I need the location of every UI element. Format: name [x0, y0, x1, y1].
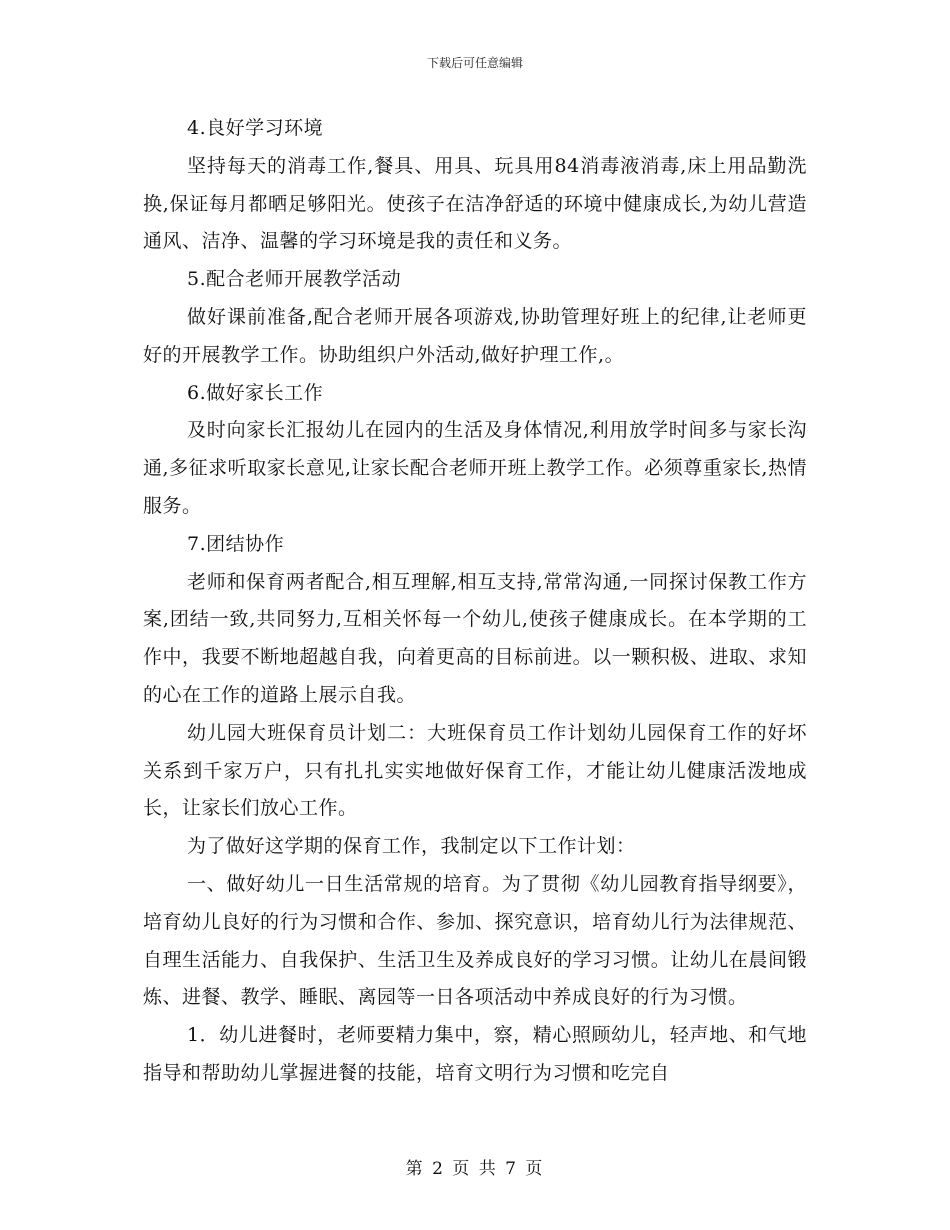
- paragraph: 及时向家长汇报幼儿在园内的生活及身体情况,利用放学时间多与家长沟通,多征求听取家长意见,让家长配合老师开班上教学工作。必须尊重家长,热情服务。: [143, 419, 807, 517]
- paragraph: 老师和保育两者配合,相互理解,相互支持,常常沟通,一同探讨保教工作方案,团结一致,共同努力,互相关怀每一个幼儿,使孩子健康成长。在本学期的工作中，我要不断地超越自我，向着更高的目标前进。以一颗积极、进取、求知的心在工作的道路上展示自我。: [143, 570, 807, 706]
- paragraph: 坚持每天的消毒工作,餐具、用具、玩具用84消毒液消毒,床上用品勤洗换,保证每月都晒足够阳光。使孩子在洁净舒适的环境中健康成长,为幼儿营造通风、洁净、温馨的学习环境是我的责任和义务。: [143, 154, 807, 253]
- paragraph: 1．幼儿进餐时，老师要精力集中，察，精心照顾幼儿，轻声地、和气地指导和帮助幼儿掌握进餐的技能，培育文明行为习惯和吃完自: [143, 1024, 807, 1084]
- section-heading: 5.配合老师开展教学活动: [187, 268, 402, 291]
- page-footer: 第 2 页 共 7 页: [405, 1159, 545, 1179]
- paragraph: 为了做好这学期的保育工作，我制定以下工作计划：: [187, 835, 636, 858]
- page-header: 下载后可任意编辑: [426, 56, 523, 70]
- paragraph: 幼儿园大班保育员计划二：大班保育员工作计划幼儿园保育工作的好坏关系到千家万户，只有扎扎实实地做好保育工作，才能让幼儿健康活泼地成长，让家长们放心工作。: [143, 721, 807, 820]
- section-heading: 7.团结协作: [187, 532, 285, 555]
- paragraph: 做好课前准备,配合老师开展各项游戏,协助管理好班上的纪律,让老师更好的开展教学工作。协助组织户外活动,做好护理工作,。: [143, 305, 807, 366]
- section-heading: 6.做好家长工作: [187, 381, 324, 404]
- paragraph: 一、做好幼儿一日生活常规的培育。为了贯彻《幼儿园教育指导纲要》，培育幼儿良好的行为习惯和合作、参加、探究意识，培育幼儿行为法律规范、自理生活能力、自我保护、生活卫生及养成良好的学习习惯。让幼儿在晨间锻炼、进餐、教学、睡眠、离园等一日各项活动中养成良好的行为习惯。: [143, 872, 807, 1009]
- section-heading: 4.良好学习环境: [187, 117, 324, 139]
- document-body: [143, 110, 807, 1093]
